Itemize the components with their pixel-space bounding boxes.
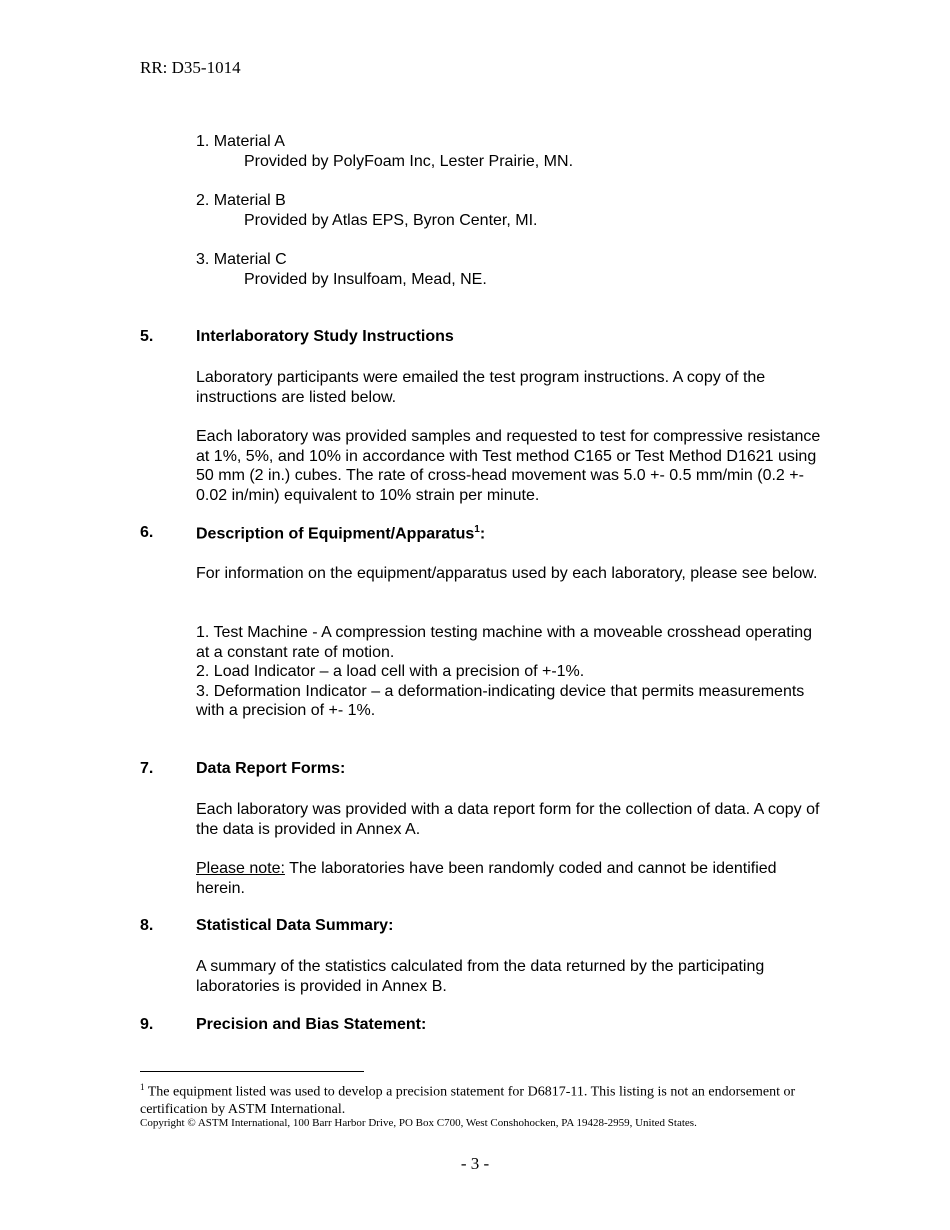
section-6-title-suffix: : xyxy=(479,525,486,543)
section-6-number: 6. xyxy=(140,524,154,541)
material-a-name: 1. Material A xyxy=(196,133,285,150)
copyright-notice: Copyright © ASTM International, 100 Barr Harbor Drive, PO Box C700, West Conshohocken, PA 19428-2959, United States. xyxy=(140,1117,697,1129)
page-number: - 3 - xyxy=(460,1154,490,1173)
section-6-paragraph-1: For information on the equipment/apparatus used by each laboratory, please see below. xyxy=(196,565,818,582)
material-c-provider: Provided by Insulfoam, Mead, NE. xyxy=(244,271,487,288)
section-5-paragraph-1: Laboratory participants were emailed the test program instructions. A copy of the instructions are listed below. xyxy=(196,369,766,406)
section-9-number: 9. xyxy=(140,1016,154,1033)
section-8-paragraph-1: A summary of the statistics calculated from the data returned by the participating laboratories is provided in Annex B. xyxy=(196,958,765,995)
equipment-item-load-indicator: 2. Load Indicator – a load cell with a precision of +-1%. xyxy=(196,663,585,680)
section-6-title xyxy=(196,524,485,543)
section-8-title: Statistical Data Summary: xyxy=(196,917,394,934)
material-a-provider: Provided by PolyFoam Inc, Lester Prairie, MN. xyxy=(244,153,574,170)
section-7-title: Data Report Forms: xyxy=(196,760,346,777)
section-5-paragraph-2: Each laboratory was provided samples and requested to test for compressive resistance at 1%, 5%, and 10% in accordance with Test method C165 or Test Method D1621 using 50 mm (2 in.) cubes. The rate of cross-head movement was 5.0 +- 0.5 mm/min (0.2 +- 0.02 in/min) equivalent to 10% strain per minute. xyxy=(196,428,821,504)
note-label: Please note: xyxy=(196,860,285,877)
section-7-number: 7. xyxy=(140,760,154,777)
section-8-number: 8. xyxy=(140,917,154,934)
report-id-header: RR: D35-1014 xyxy=(140,58,241,77)
material-b-provider: Provided by Atlas EPS, Byron Center, MI. xyxy=(244,212,538,229)
section-9-title: Precision and Bias Statement: xyxy=(196,1016,427,1033)
equipment-item-test-machine: 1. Test Machine - A compression testing machine with a moveable crosshead operating at a constant rate of motion. xyxy=(196,624,813,661)
material-b-name: 2. Material B xyxy=(196,192,286,209)
material-c-name: 3. Material C xyxy=(196,251,287,268)
footnote-marker: 1 xyxy=(140,1082,145,1092)
section-7-note xyxy=(196,859,826,898)
equipment-item-deformation-indicator: 3. Deformation Indicator – a deformation-indicating device that permits measurements with a precision of +- 1%. xyxy=(196,682,805,719)
note-text: The laboratories have been randomly coded and cannot be identified herein. xyxy=(196,860,777,897)
section-5-title: Interlaboratory Study Instructions xyxy=(196,328,454,345)
equipment-list xyxy=(196,623,826,721)
footnote-text: The equipment listed was used to develop a precision statement for D6817-11. This listing is not an endorsement or certification by ASTM International. xyxy=(140,1084,796,1117)
section-5-number: 5. xyxy=(140,328,154,345)
footnote-divider xyxy=(140,1071,364,1072)
section-6-title-text: Description of Equipment/Apparatus xyxy=(196,525,475,543)
section-7-paragraph-1: Each laboratory was provided with a data report form for the collection of data. A copy of the data is provided in Annex A. xyxy=(196,801,820,838)
footnote-reference: 1 xyxy=(474,524,480,535)
footnote xyxy=(140,1079,820,1118)
